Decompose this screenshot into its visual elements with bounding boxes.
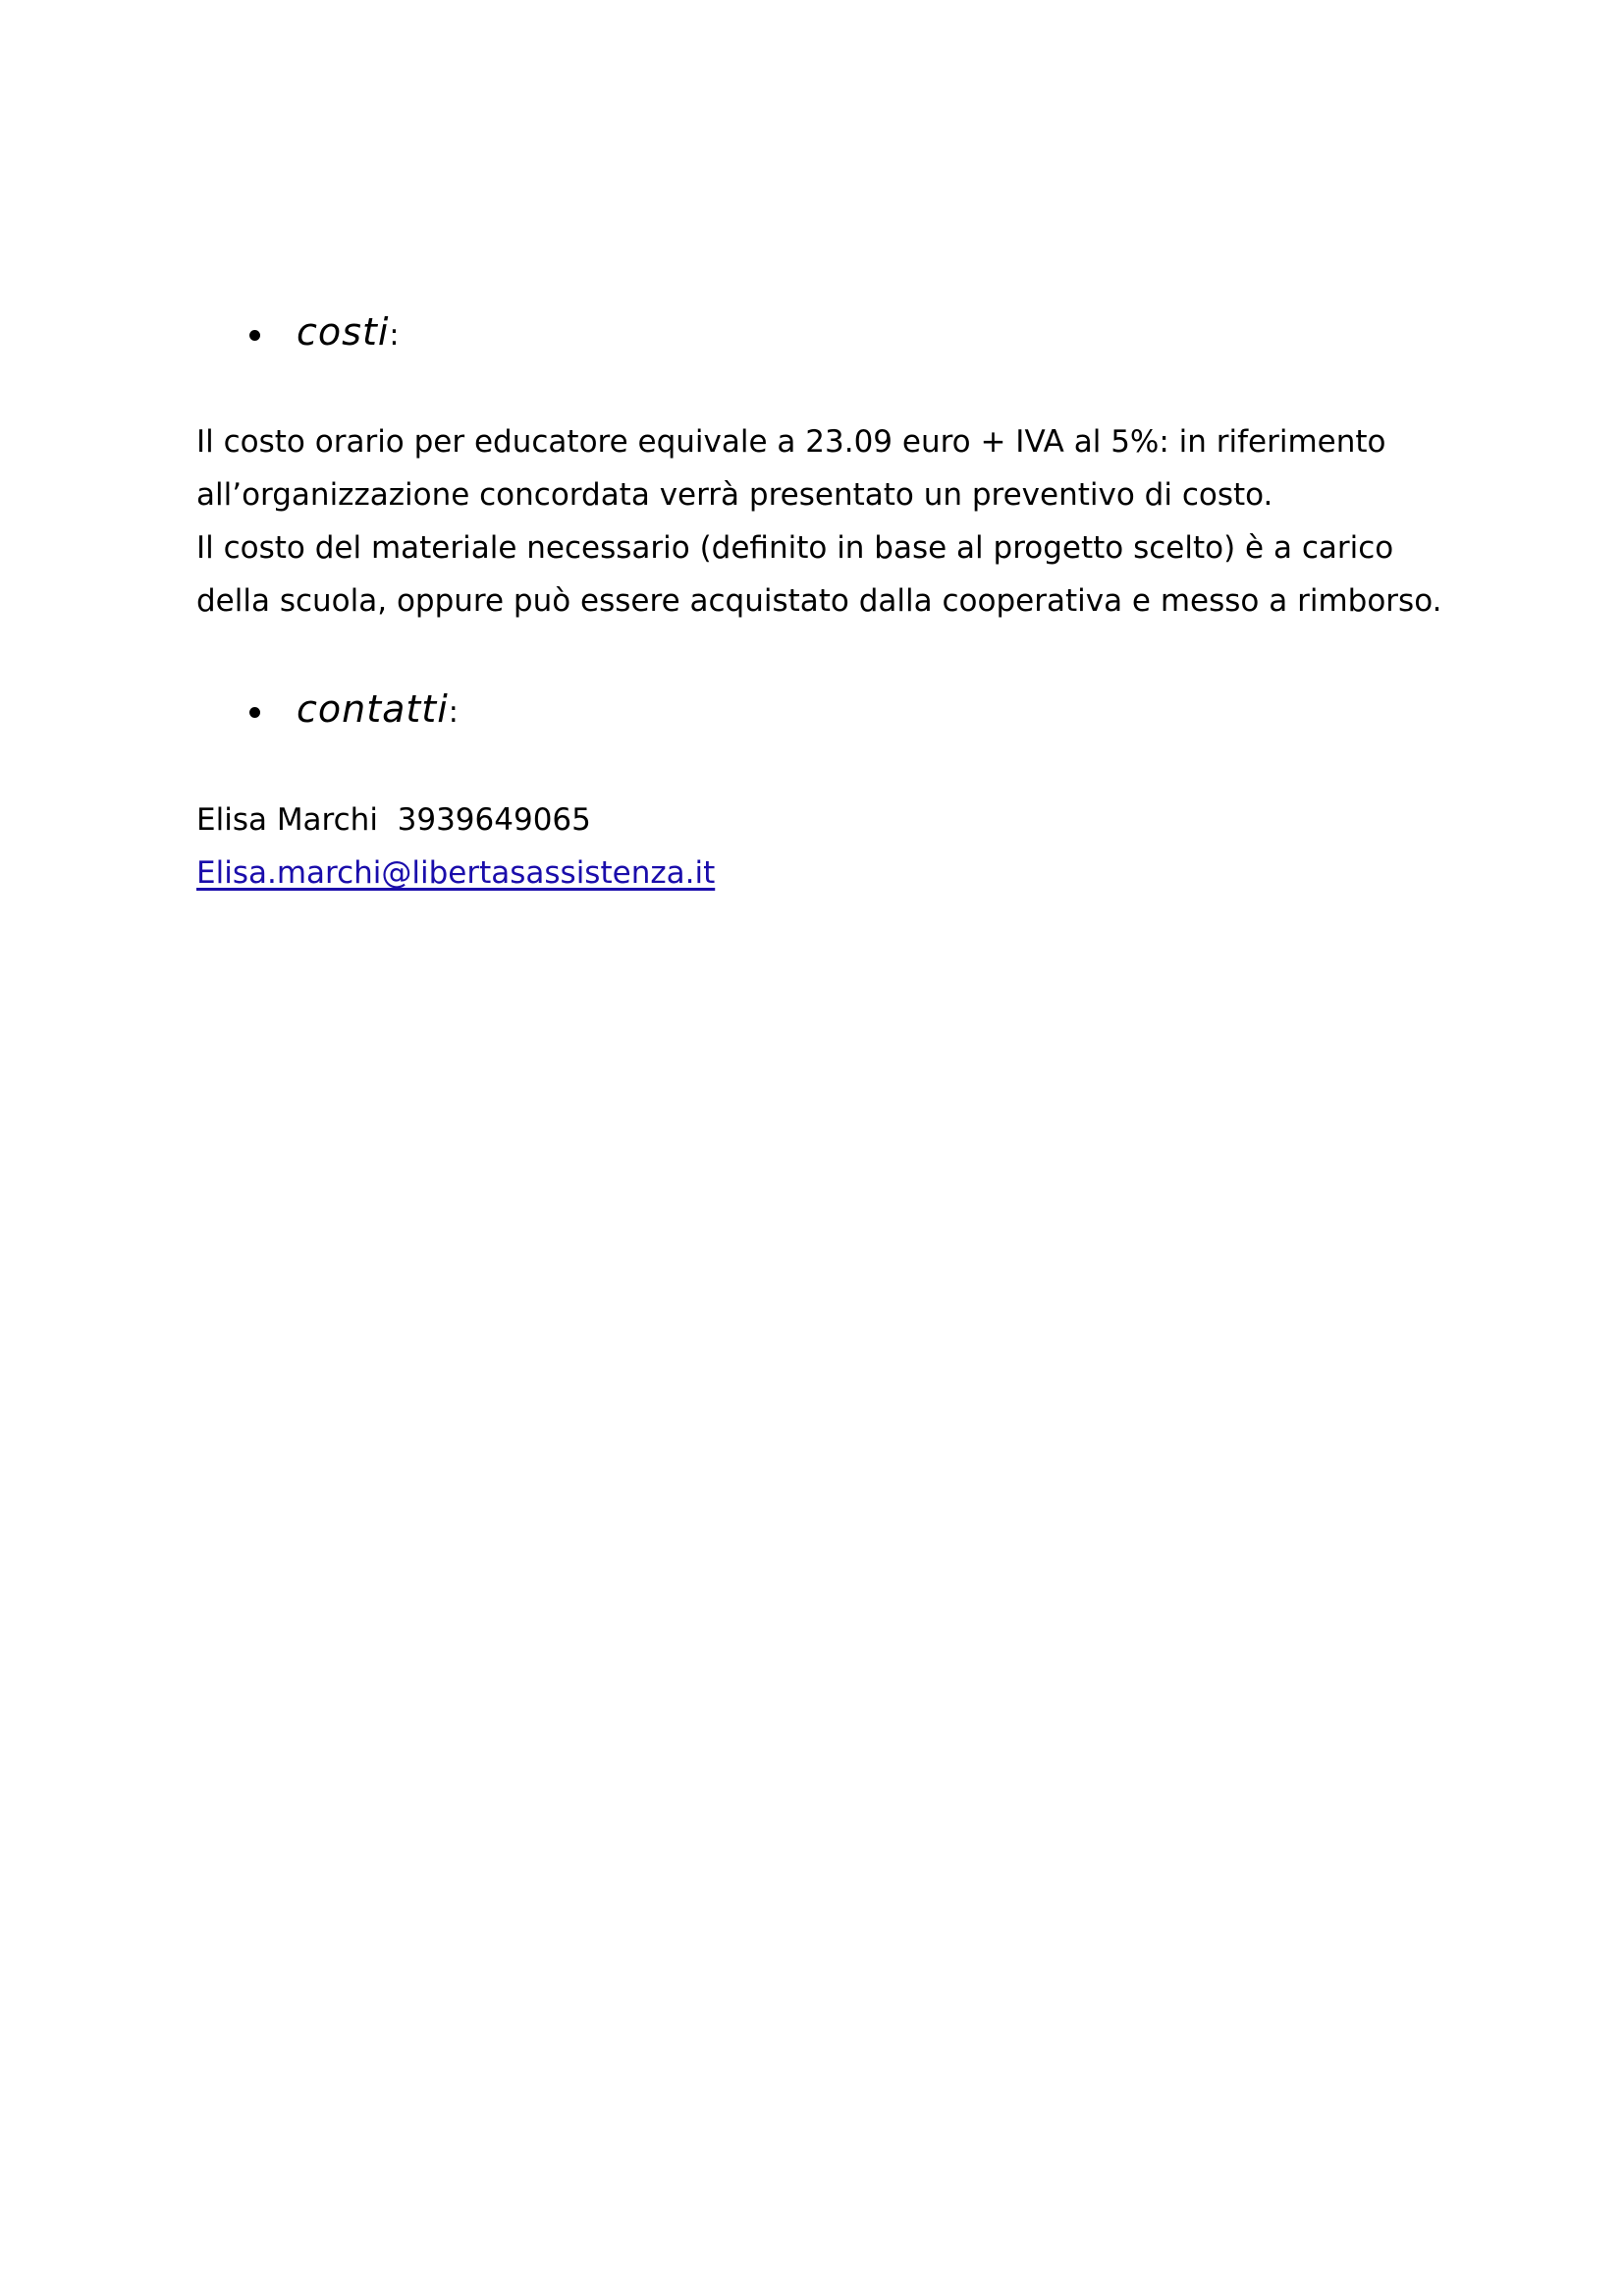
costi-line-4: della scuola, oppure può essere acquistato dalla cooperativa e messo a rimborso. bbox=[196, 583, 1442, 619]
costi-line-2: all’organizzazione concordata verrà presentato un preventivo di costo. bbox=[196, 477, 1273, 513]
contatti-block bbox=[196, 793, 715, 900]
bullet-icon bbox=[249, 330, 260, 341]
heading-title-costi: costi bbox=[297, 310, 390, 354]
heading-colon-contatti: : bbox=[448, 695, 460, 730]
costi-paragraph bbox=[196, 415, 1441, 628]
heading-title-contatti: contatti bbox=[297, 687, 449, 731]
costi-line-3: Il costo del materiale necessario (definito in base al progetto scelto) è a carico bbox=[196, 530, 1394, 566]
heading-text-contatti bbox=[297, 687, 460, 735]
heading-text-costi bbox=[297, 310, 401, 357]
contact-email-link[interactable]: Elisa.marchi@libertasassistenza.it bbox=[196, 855, 716, 891]
bullet-icon bbox=[249, 707, 260, 718]
costi-line-1: Il costo orario per educatore equivale a 23.09 euro + IVA al 5%: in riferimento bbox=[196, 424, 1386, 460]
heading-colon-costi: : bbox=[389, 318, 401, 353]
contact-name-phone: Elisa Marchi 3939649065 bbox=[196, 802, 591, 838]
contact-email-line bbox=[196, 847, 715, 900]
